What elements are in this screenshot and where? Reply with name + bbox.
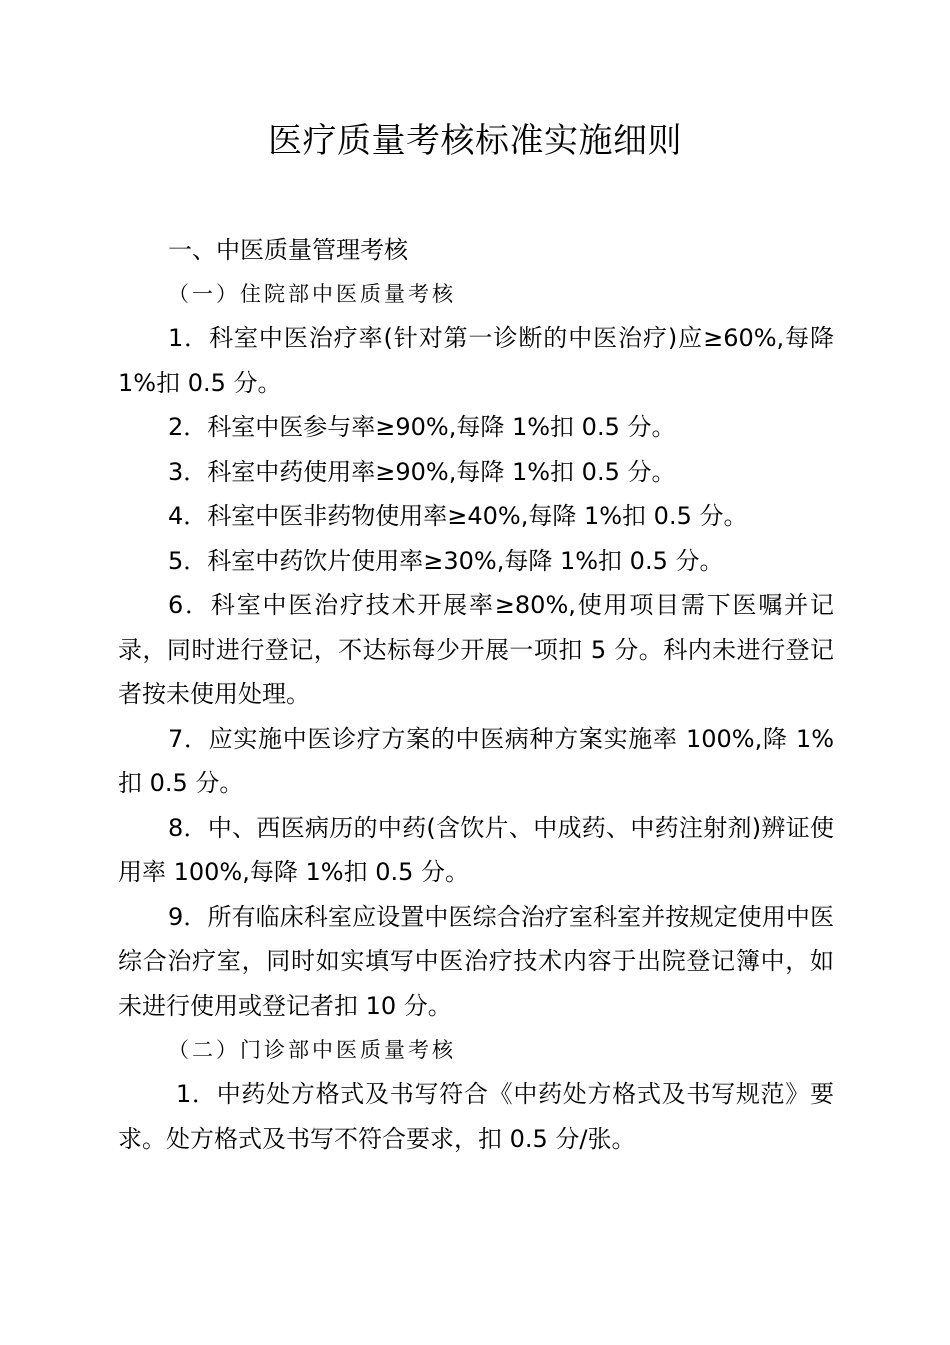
list-item: 1．中药处方格式及书写符合《中药处方格式及书写规范》要求。处方格式及书写不符合要求，扣 0.5 分/张。 (118, 1080, 834, 1153)
list-item: 7．应实施中医诊疗方案的中医病种方案实施率 100%,降 1%扣 0.5 分。 (118, 724, 834, 797)
list-item: 9．所有临床科室应设置中医综合治疗室科室并按规定使用中医综合治疗室，同时如实填写中医治疗技术内容于出院登记簿中，如未进行使用或登记者扣 10 分。 (118, 902, 834, 1020)
subsection-heading: （一）住院部中医质量考核 (168, 282, 456, 306)
document-body (118, 228, 834, 1161)
section-heading: 一、中医质量管理考核 (168, 236, 408, 264)
list-item: 1．科室中医治疗率(针对第一诊断的中医治疗)应≥60%,每降 1%扣 0.5 分。 (118, 324, 834, 397)
list-item: 3．科室中药使用率≥90%,每降 1%扣 0.5 分。 (168, 457, 676, 486)
subsection-heading: （二）门诊部中医质量考核 (168, 1038, 456, 1062)
list-item: 5．科室中药饮片使用率≥30%,每降 1%扣 0.5 分。 (168, 546, 724, 575)
list-item: 8．中、西医病历的中药(含饮片、中成药、中药注射剂)辨证使用率 100%,每降 1%扣 0.5 分。 (118, 813, 834, 886)
list-item: 2．科室中医参与率≥90%,每降 1%扣 0.5 分。 (168, 413, 676, 441)
list-item: 6．科室中医治疗技术开展率≥80%,使用项目需下医嘱并记录，同时进行登记，不达标每少开展一项扣 5 分。科内未进行登记者按未使用处理。 (118, 591, 834, 708)
list-item: 4．科室中医非药物使用率≥40%,每降 1%扣 0.5 分。 (168, 502, 748, 530)
document-title: 医疗质量考核标准实施细则 (268, 121, 682, 161)
